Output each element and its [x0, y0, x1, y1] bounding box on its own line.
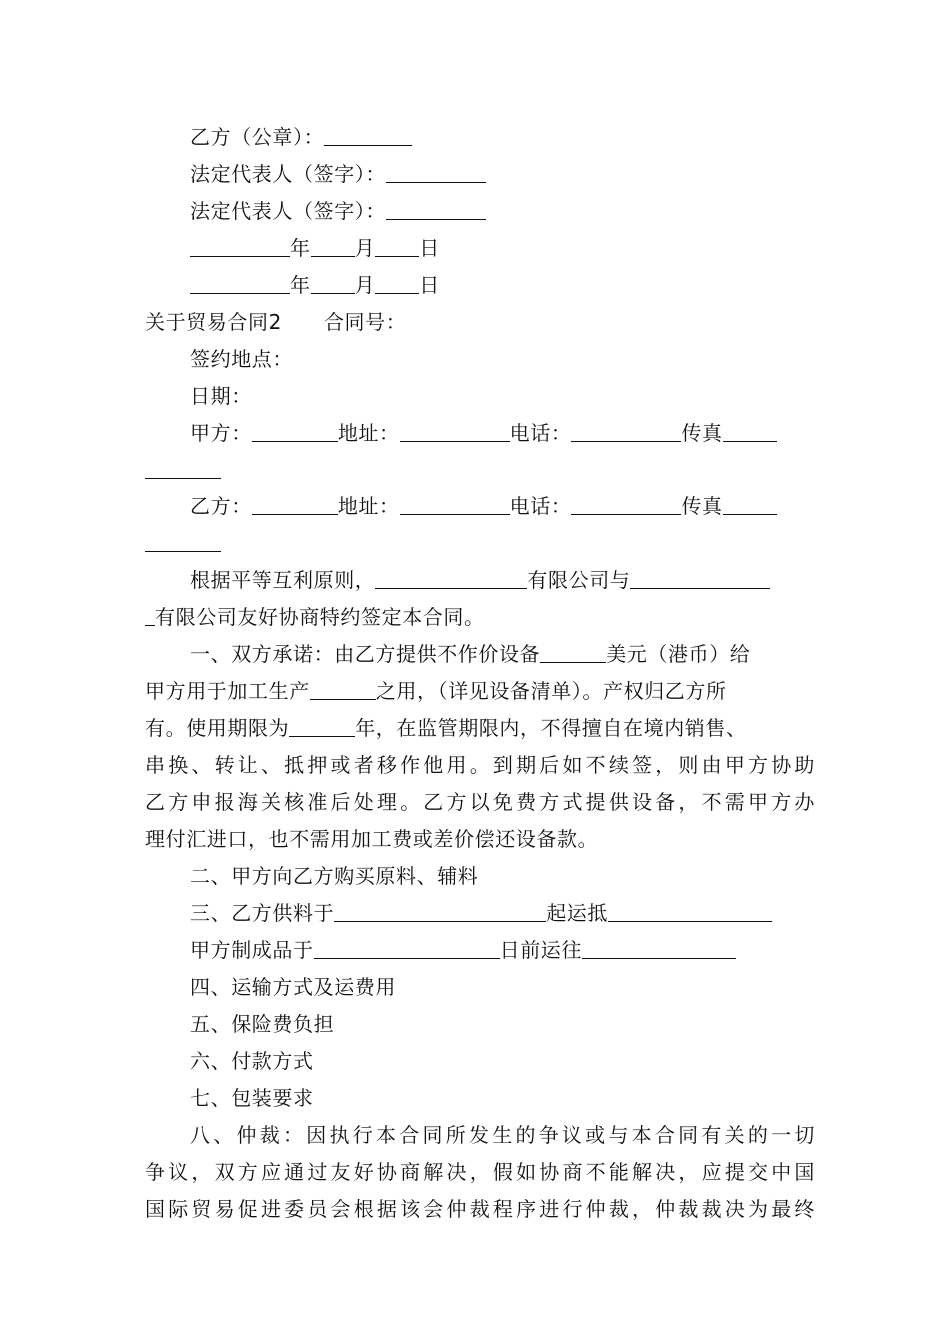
date-line	[190, 233, 815, 263]
blank-line	[540, 640, 606, 663]
clause-6-line: 六、付款方式	[190, 1049, 314, 1073]
blank-line	[252, 419, 338, 442]
blank-line	[311, 234, 355, 257]
party-a-label: 甲方：	[190, 421, 252, 445]
clause-3-line	[190, 898, 815, 928]
clause-1-line	[145, 676, 815, 706]
clause-1-line: 理付汇进口，也不需用加工费或差价偿还设备款。	[145, 827, 599, 851]
contract-title: 关于贸易合同2	[145, 310, 282, 334]
blank-line	[145, 529, 221, 552]
blank-line	[145, 456, 221, 479]
address-label: 地址：	[337, 421, 400, 445]
party-b-seal-label: 乙方（公章）：	[190, 125, 325, 149]
party-b-seal-line	[190, 122, 815, 152]
year-label: 年	[290, 236, 311, 260]
blank-line	[252, 492, 338, 515]
clause-7-line: 七、包装要求	[190, 1086, 314, 1110]
party-b-line	[190, 491, 815, 521]
clause-8-line: 争议，双方应通过友好协商解决，假如协商不能解决，应提交中国	[145, 1160, 815, 1184]
clause-1-line	[190, 639, 815, 669]
phone-label: 电话：	[509, 421, 572, 445]
blank-line	[314, 936, 500, 959]
blank-line	[324, 123, 412, 146]
clause-8-line: 国际贸易促进委员会根据该会仲裁程序进行仲裁，仲裁裁决为最终	[145, 1197, 815, 1221]
clause-1-line: 乙方申报海关核准后处理。乙方以免费方式提供设备，不需甲方办	[145, 790, 815, 814]
blank-line	[571, 419, 681, 442]
day-label: 日	[419, 236, 440, 260]
clause-1-line: 串换、转让、抵押或者移作他用。到期后如不续签，则由甲方协助	[145, 753, 815, 777]
legal-rep-label: 法定代表人（签字）：	[190, 162, 386, 186]
blank-line	[190, 271, 290, 294]
intro-line	[145, 602, 815, 632]
clause-4-line: 四、运输方式及运费用	[190, 975, 396, 999]
party-a-line	[190, 418, 815, 448]
blank-line	[375, 271, 419, 294]
clause-text: 三、乙方供料于	[190, 901, 335, 925]
clause-text: 甲方制成品于	[190, 938, 314, 962]
legal-rep-label: 法定代表人（签字）：	[190, 199, 386, 223]
blank-line	[375, 234, 419, 257]
blank-line	[310, 677, 376, 700]
sign-place-line	[190, 344, 815, 374]
clause-8-line: 八、仲裁：因执行本合同所发生的争议或与本合同有关的一切	[190, 1123, 815, 1147]
blank-line	[608, 899, 772, 922]
clause-text: 日前运往	[499, 938, 583, 962]
legal-rep-line	[190, 159, 815, 189]
month-label: 月	[354, 236, 376, 260]
fax-label: 传真	[681, 421, 723, 445]
clause-2-line: 二、甲方向乙方购买原料、辅料	[190, 864, 479, 888]
date-line	[190, 270, 815, 300]
blank-line	[400, 419, 510, 442]
blank-line	[723, 492, 777, 515]
clause-text: 美元（港币）给	[606, 642, 751, 666]
intro-text: 根据平等互利原则，	[190, 568, 376, 592]
intro-text: 有限公司与	[527, 568, 631, 592]
blank-line	[582, 936, 736, 959]
clause-text: 有。使用期限为	[145, 716, 290, 740]
blank-line	[190, 234, 290, 257]
party-b-continued	[145, 528, 815, 558]
blank-line	[571, 492, 681, 515]
blank-line	[723, 419, 777, 442]
clause-text: 年，在监管期限内，不得擅自在境内销售、	[355, 716, 747, 740]
contract-title-line	[145, 307, 815, 337]
intro-text: 有限公司友好协商特约签定本合同。	[155, 605, 485, 629]
blank-line	[386, 160, 486, 183]
sign-place-label: 签约地点：	[190, 347, 293, 371]
fax-label: 传真	[681, 494, 723, 518]
month-label: 月	[354, 273, 376, 297]
contract-number-label: 合同号：	[323, 310, 407, 334]
blank-line	[400, 492, 510, 515]
intro-line	[190, 565, 815, 595]
blank-line	[311, 271, 355, 294]
blank-line	[386, 197, 486, 220]
clause-text: 之用，（详见设备清单）。产权归乙方所	[375, 679, 727, 703]
date-label: 日期：	[190, 384, 252, 408]
clause-5-line: 五、保险费负担	[190, 1012, 335, 1036]
legal-rep-line	[190, 196, 815, 226]
day-label: 日	[419, 273, 440, 297]
clause-text: 一、双方承诺：由乙方提供不作价设备	[190, 642, 541, 666]
party-b-label: 乙方：	[190, 494, 252, 518]
clause-3-line	[190, 935, 815, 965]
year-label: 年	[290, 273, 311, 297]
address-label: 地址：	[337, 494, 400, 518]
blank-line	[630, 566, 770, 589]
clause-text: 起运抵	[546, 901, 609, 925]
date-field-line	[190, 381, 815, 411]
blank-line	[375, 566, 527, 589]
clause-text: 甲方用于加工生产	[145, 679, 310, 703]
blank-line	[289, 714, 355, 737]
party-a-continued	[145, 455, 815, 485]
blank-line	[334, 899, 546, 922]
clause-1-line	[145, 713, 815, 743]
phone-label: 电话：	[509, 494, 572, 518]
blank-line	[145, 603, 155, 626]
